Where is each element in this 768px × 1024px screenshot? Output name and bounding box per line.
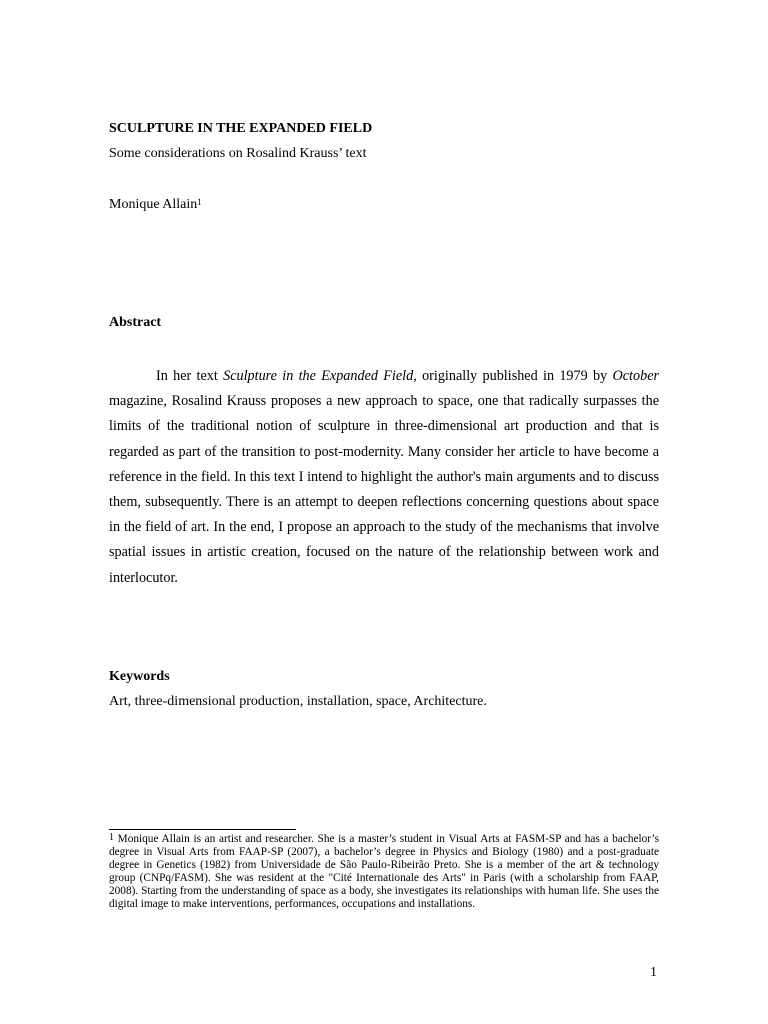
author-line <box>109 196 202 214</box>
abstract-magazine-name: October <box>612 368 660 384</box>
footnote-marker: 1 <box>109 832 114 843</box>
footnote-separator <box>109 829 296 830</box>
abstract-text-3: magazine, Rosalind Krauss proposes a new approach to space, one that radically surpasses the limits of the traditional notion of sculpture in three-dimensional art production and that is regarded as part of the transition to post-modernity. Many consider her article to have become a reference in the field. In this text I intend to highlight the author's main arguments and to discuss them, subsequently. There is an attempt to deepen reflections concerning questions about space in the field of art. In the end, I propose an approach to the study of the mechanisms that involve spatial issues in artistic creation, focused on the nature of the relationship between work and interlocutor. <box>109 393 659 586</box>
footnote-text: Monique Allain is an artist and researcher. She is a master’s student in Visual Arts at FASM-SP and has a bachelor’s degree in Visual Arts from FAAP-SP (2007), a bachelor’s degree in Physics and Biology (1980) and a post-graduate degree in Genetics (1982) from Universidade de São Paulo-Ribeirão Preto. She is a member of the art & technology group (CNPq/FASM). She was resident at the "Cité Internationale des Arts" in Paris (with a scholarship from FAAP, 2008). Starting from the understanding of space as a body, she investigates its relationships with human life. She uses the digital image to make interventions, performances, occupations and installations. <box>109 833 659 910</box>
author-name: Monique Allain <box>109 197 198 212</box>
author-footnote-ref: 1 <box>197 197 202 207</box>
abstract-text-2: , originally published in 1979 by <box>413 368 613 384</box>
page-number: 1 <box>650 965 657 980</box>
abstract-text-1: In her text <box>156 368 224 384</box>
abstract-heading: Abstract <box>109 315 162 330</box>
keywords-heading: Keywords <box>109 669 170 684</box>
abstract-body <box>109 364 659 591</box>
abstract-work-title: Sculpture in the Expanded Field <box>223 368 414 384</box>
keywords-text: Art, three-dimensional production, installation, space, Architecture. <box>109 694 487 709</box>
paper-title: SCULPTURE IN THE EXPANDED FIELD <box>109 121 373 136</box>
paper-subtitle: Some considerations on Rosalind Krauss’ text <box>109 146 367 161</box>
footnote <box>109 833 659 911</box>
